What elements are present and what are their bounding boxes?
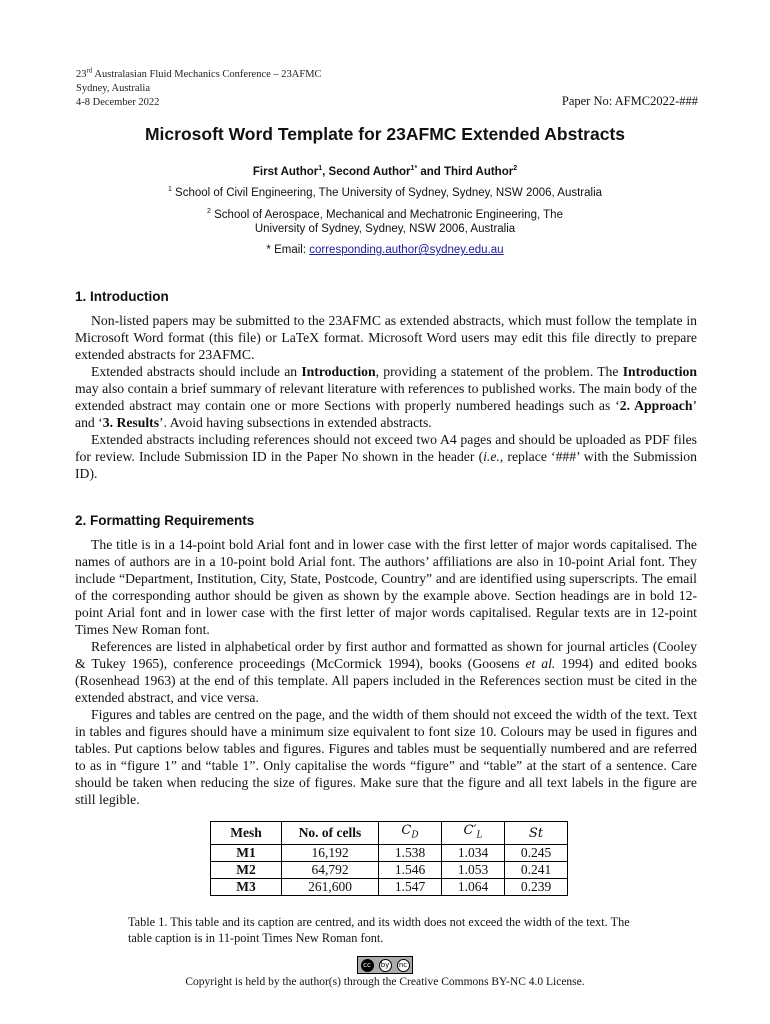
section-heading-formatting: 2. Formatting Requirements (75, 513, 255, 528)
section-formatting-body (75, 536, 697, 808)
cc-icon: cc (361, 959, 374, 972)
section-heading-introduction: 1. Introduction (75, 289, 169, 304)
page-title: Microsoft Word Template for 23AFMC Extended Abstracts (144, 124, 626, 144)
section-introduction-body (75, 312, 697, 482)
author-list: First Author$^1$, Second Author$^{1*}$ and Third Author$^2$ (252, 165, 518, 178)
paper-number: Paper No: AFMC2022-### (561, 94, 698, 108)
table-row (211, 862, 568, 879)
table-header-row (211, 822, 568, 845)
col-header-cells: No. of cells (282, 822, 379, 845)
paragraph: The title is in a 14-point bold Arial font and in lower case with the first letter of major words capitalised. The names of authors are in a 10-point bold Arial font. The authors’ affiliations are also in 10-point Arial font. They include “Department, Institution, City, State, Postcode, Country” and are identified using superscripts. The email of the corresponding author should be given as shown by the example above. Section headings are in bold 12-point Arial font and in lower case with the first letter of major words capitalised. Regular texts are in 12-point Times New Roman font. (75, 537, 697, 637)
conference-header (76, 68, 322, 110)
table-cell: 1.064 (442, 879, 505, 896)
email-link[interactable]: corresponding.author@sydney.edu.au (309, 244, 504, 256)
table-cell: 0.245 (505, 845, 568, 862)
col-header-mesh: Mesh (211, 822, 282, 845)
creative-commons-badge (357, 956, 413, 974)
table-cell: M3 (211, 879, 282, 896)
corresponding-email-line: * Email: corresponding.author@sydney.edu.au (266, 244, 504, 256)
conference-location: Sydney, Australia (76, 83, 150, 94)
table-cell: 261,600 (282, 879, 379, 896)
table-cell: M2 (211, 862, 282, 879)
table-cell: M1 (211, 845, 282, 862)
affiliation-1: $^1$ School of Civil Engineering, The University of Sydney, Sydney, NSW 2006, Australia (167, 186, 603, 199)
table-row (211, 845, 568, 862)
table-cell: 16,192 (282, 845, 379, 862)
paragraph: Figures and tables are centred on the page, and the width of them should not exceed the width of the text. Text in tables and figures should have a minimum size equivalent to font size 10. Colours may be used in figures and tables. Put captions below tables and figures. Figures and tables must be sequentially numbered and are referred to as in “figure 1” and “table 1”. Only capitalise the words “figure” and “table” at the start of a sentence. Care should be taken when reducing the size of figures. Make sure that the figure and all text labels in the figure are still legible. (75, 707, 697, 807)
affiliation-2: $^2$ School of Aerospace, Mechanical and Mechatronic Engineering, The University of Sydney, Sydney, NSW 2006, Australia (207, 208, 563, 235)
table-cell: 1.546 (379, 862, 442, 879)
by-icon: by (379, 959, 392, 972)
results-table (210, 821, 568, 896)
col-header-cl: $C'_L$ (442, 822, 505, 845)
paragraph: Non-listed papers may be submitted to the 23AFMC as extended abstracts, which must follow the template in Microsoft Word format (this file) or LaTeX format. Microsoft Word users may edit this file directly to prepare extended abstracts for 23AFMC. (75, 313, 697, 362)
col-header-st: St (505, 822, 568, 845)
conference-dates: 4-8 December 2022 (76, 97, 160, 108)
table-cell: 0.239 (505, 879, 568, 896)
copyright-notice: Copyright is held by the author(s) through the Creative Commons BY-NC 4.0 License. (185, 976, 585, 988)
nc-icon: nc (397, 959, 410, 972)
paragraph: Extended abstracts should include an Introduction, providing a statement of the problem. The Introduction may also contain a brief summary of relevant literature with references to published works. The main body of the extended abstract may contain one or more Sections with properly numbered headings such as ‘2. Approach’ and ‘3. Results’. Avoid having subsections in extended abstracts. (75, 364, 697, 430)
conference-name: 23rd Australasian Fluid Mechanics Conference – 23AFMC (76, 66, 322, 80)
table-cell: 1.547 (379, 879, 442, 896)
table-cell: 1.053 (442, 862, 505, 879)
paragraph: References are listed in alphabetical order by first author and formatted as shown for journal articles (Cooley & Tukey 1965), conference proceedings (McCormick 1994), books (Goosens et al. 1994) and edited books (Rosenhead 1963) at the end of this template. All papers included in the References section must be cited in the extended abstract, and vice versa. (75, 639, 697, 705)
table-cell: 1.538 (379, 845, 442, 862)
paragraph: Extended abstracts including references should not exceed two A4 pages and should be uploaded as PDF files for review. Include Submission ID in the Paper No shown in the header (i.e., replace ‘###’ with the Submission ID). (75, 432, 697, 481)
table-cell: 0.241 (505, 862, 568, 879)
table-caption: Table 1. This table and its caption are centred, and its width does not exceed the width of the text. The table caption is in 11-point Times New Roman font. (128, 915, 630, 945)
table-row (211, 879, 568, 896)
table-cell: 64,792 (282, 862, 379, 879)
col-header-cd: $C_D$ (379, 822, 442, 845)
table-cell: 1.034 (442, 845, 505, 862)
